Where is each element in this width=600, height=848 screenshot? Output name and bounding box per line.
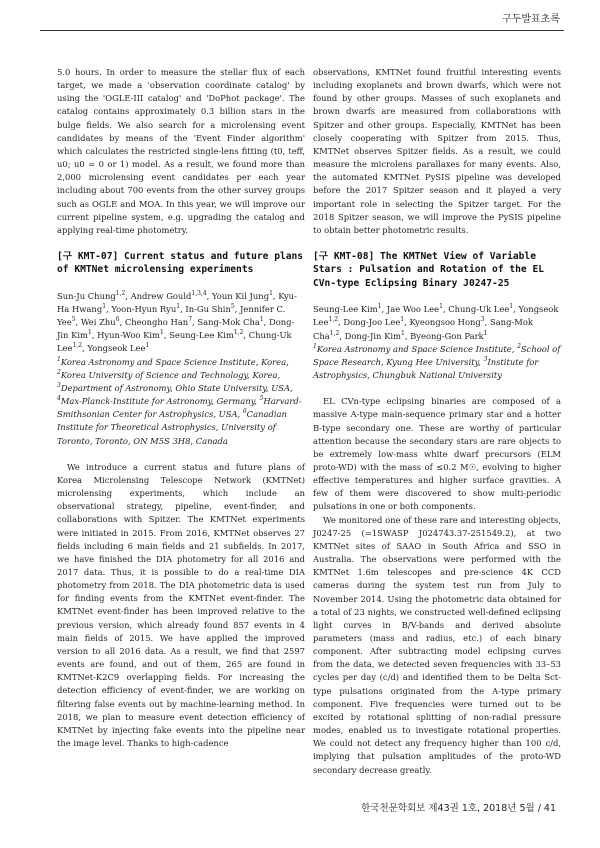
author-affiliation-mark: 1 [159,329,164,337]
author-name: Cheongho Han [124,317,189,328]
author-name: Dong-Joo Lee [343,317,401,328]
affiliation-mark: 3 [483,356,488,364]
author-name: Yoon-Hyun Ryu [111,304,177,314]
author-name: Jennifer C. Yee [57,304,286,328]
author-affiliation-mark: 1 [259,316,264,324]
author-affiliation-mark: 1 [377,303,382,311]
author-affiliation-mark: 1 [400,329,405,337]
author-name: Kyu-Ha Hwang [57,290,297,314]
author-name: Chung-Uk Lee [57,330,292,354]
affiliation-mark: 2 [57,368,61,376]
author-name: Kyeongsoo Hong [409,317,481,328]
author-name: Chung-Uk Lee [448,304,510,315]
author-affiliation-mark: 1 [145,342,150,350]
author-affiliation-mark: 1 [87,329,92,337]
author-affiliation-mark: 7 [188,316,193,324]
author-name: Seung-Lee Kim [169,330,234,341]
author-affiliation-mark: 1 [176,303,181,311]
author-name: Sun-Ju Chung [57,290,116,301]
affiliation-text: Max-Planck-Institute for Astronomy, Germany, [60,396,257,407]
left-column [57,66,305,750]
right-paragraph-1: observations, KMTNet found fruitful interesting events including exoplanets and brown dwarfs, which were not found by other groups. Masses of such exoplanets and brown dwarfs are measured from collaborations with Spitzer and other groups. Especially, KMTNet has been closely cooperating with Spitzer from 2015. Thus, KMTNet observes Spitzer fields. As a result, we could measure the microlens parallaxes for many events. Also, the automated KMTNet PySIS pipeline was developed before the 2017 Spitzer season and it played a very important role in selecting the Spitzer target. For the 2018 Spitzer season, we will improve the PySIS pipeline to obtain better photometric results. [313,67,561,235]
author-name: Youn Kil Jung [211,290,270,301]
affiliation-mark: 2 [517,342,521,350]
header-rule [40,30,564,31]
affiliation-mark: 1 [57,355,61,363]
affiliation-mark: 3 [57,382,61,390]
author-name: Sang-Mok Cha [313,317,533,341]
author-affiliation-mark: 1 [400,316,405,324]
author-affiliation-mark: 1 [102,303,107,311]
affiliation-mark: 1 [313,342,317,350]
affiliation-list-kmt07 [57,356,305,448]
author-affiliation-mark: 1,2 [115,290,126,298]
right-paragraph-3: We monitored one of these rare and interesting objects, J0247-25 (=1SWASP J024743.37-251549.2), at two KMTNet sites of SAAO in South Africa and SSO in Australia. The observations were performed with the KMTNet 1.6m telescopes and pre-science 4K CCD cameras during the system test run from July to November 2014. Using the photometric data obtained for a total of 23 nights, we constructed well-defined eclipsing light curves in B/V-bands and derived absolute parameters (mass and radius, etc.) of each binary component. After subtracting model eclipsing curves from the data, we detected seven frequencies with 33–53 cycles per day (c/d) and identified them to be Delta Sct-type pulsations originated from the A-type primary component. Five frequencies were turned out to be excited by rotational splitting of non-radial pressure modes, enabled us to investigate rotational properties. We could not detect any frequency higher than 100 c/d, implying that pulsation amplitudes of the proto-WD secondary decrease greatly. [313,514,561,775]
author-affiliation-mark: 3 [480,316,485,324]
affiliation-text: Harvard-Smithsonian Center for Astrophysics, USA, [57,396,302,420]
affiliation-text: Korea University of Science and Technology, Korea, [60,369,281,380]
affiliation-text: School of Space Research, Kyung Hee University, [313,343,561,367]
left-paragraph-1: 5.0 hours. In order to measure the stellar flux of each target, we made a 'observation coordinate catalog' by using the 'OGLE-III catalog' and 'DoPhot package'. The catalog contains approximately 0.3 billion stars in the bulge fields. We also search for a microlensing event candidates by means of the 'Event Finder algorithm' which calculates the restricted single-lens fitting (t0, teff, u0; u0 = 0 or 1) model. As a result, we found more than 2,000 microlensing event candidates per each year including about 700 events from the other survey groups such as OGLE and MOA. In this year, we will improve our current pipeline system, e.g. upgrading the catalog and applying real-time photometry. [57,67,305,235]
left-paragraph-2: We introduce a current status and future plans of Korea Microlensing Telescope Network (KMTNet) microlensing experiments, which include an observational strategy, pipeline, event-finder, and collaborations with Spitzer. The KMTNet experiments were initiated in 2015. From 2016, KMTNet observes 27 fields including 6 main fields and 21 subfields. In 2017, we have finished the DIA photometry for all 2016 and 2017 data. Thus, it is possible to do a real-time DIA photometry from 2018. The DIA photometric data is used for finding events from the KMTNet event-finder. The KMTNet event-finder has been improved relative to the previous version, which already found 857 events in 4 main fields of 2015. We have applied the improved version to all 2016 data. As a result, we find that 2597 events are found, and out of them, 265 are found in KMTNet-K2C9 overlapping fields. For increasing the detection efficiency of event-finder, we are working on filtering false events out by machine-learning method. In 2018, we plan to measure event detection efficiency of KMTNet by injecting fake events into the pipeline near the image level. Thanks to high-cadence [57,461,305,748]
author-affiliation-mark: 5 [71,316,76,324]
page-footer: 한국천문학회보 제43권 1호, 2018년 5월 / 41 [361,803,556,814]
author-name: Seung-Lee Kim [313,304,378,315]
right-column [313,66,561,777]
abstract-title-kmt08: [구 KMT-08] The KMTNet View of Variable Stars : Pulsation and Rotation of the EL CVn-type Eclipsing Binary J0247-25 [313,251,545,289]
author-name: In-Gu Shin [185,304,231,314]
author-affiliation-mark: 6 [115,316,120,324]
affiliation-list-kmt08 [313,343,561,382]
author-affiliation-mark: 1 [483,329,488,337]
author-name: Hyun-Woo Kim [97,330,160,341]
author-name: Yongseok Lee [87,343,146,354]
author-name: Yongseok Lee [313,304,559,328]
right-paragraph-2: EL CVn-type eclipsing binaries are composed of a massive A-type main-sequence primary star and a hotter B-type secondary one. These are worthy of particular attention because the secondary stars are rare objects to be extremely low-mass white dwarf precursors (ELM proto-WD) with the mass of ≤0.2 M☉, evolving to higher effective temperatures and higher surface gravities. A few of them were discovered to show multi-periodic pulsations in one or both components. [313,396,561,512]
author-affiliation-mark: 1,2 [328,316,339,324]
author-name: Dong-Jin Kim [344,330,401,341]
author-affiliation-mark: 1 [269,290,273,298]
author-name: Andrew Gould [130,290,192,301]
affiliation-text: Korea Astronomy and Space Science Institute, Korea, [60,356,289,367]
author-name: Jae Woo Lee [386,304,440,315]
author-affiliation-mark: 1,2 [233,329,244,337]
author-affiliation-mark: 1,2 [329,329,340,337]
author-affiliation-mark: 1,2 [72,342,83,350]
author-affiliation-mark: 5 [230,303,235,311]
affiliation-text: Canadian Institute for Theoretical Astrophysics, University of Toronto, Toronto, ON M5S 3H8, Canada [57,409,287,446]
author-affiliation-mark: 1 [509,303,514,311]
affiliation-text: Institute for Astrophysics, Chungbuk National University [313,356,539,381]
section-tag: 구두발표초록 [502,14,560,25]
author-affiliation-mark: 1,3,4 [191,290,207,298]
author-affiliation-mark: 1 [439,303,443,311]
author-name: Byeong-Gon Park [410,330,484,341]
affiliation-text: Department of Astronomy, Ohio State University, USA, [60,382,293,393]
author-name: Wei Zhu [80,317,116,328]
affiliation-mark: 5 [259,395,264,403]
author-name: Sang-Mok Cha [197,317,260,328]
author-list-kmt07: Sun-Ju Chung$^{1,2}$, Andrew Gould$^{1,3,4}$, Youn Kil Jung$^1$, Kyu-Ha Hwang$^1$, Yoon-Hyun Ryu$^1$, In-Gu Shin$^5$, Jennifer C. Yee$^5$, Wei Zhu$^6$, Cheongho Han$^7$, Sang-Mok Cha$^1$, Dong-Jin Kim$^1$, Hyun-Woo Kim$^1$, Seung-Lee Kim$^{1,2}$, Chung-Uk Lee$^{1,2}$, Yongseok Lee$^1$ [57,290,297,354]
affiliation-text: Korea Astronomy and Space Science Institute, [316,343,515,354]
author-name: Dong-Jin Kim [57,317,295,341]
affiliation-mark: 4 [57,395,61,403]
author-list-kmt08: Seung-Lee Kim$^1$, Jae Woo Lee$^1$, Chung-Uk Lee$^1$, Yongseok Lee$^{1,2}$, Dong-Joo Lee$^1$, Kyeongsoo Hong$^3$, Sang-Mok Cha$^{1,2}$, Dong-Jin Kim$^1$, Byeong-Gon Park$^1$ [313,303,559,341]
abstract-title-kmt07: [구 KMT-07] Current status and future plans of KMTNet microlensing experiments [57,251,304,276]
affiliation-mark: 6 [242,408,247,416]
